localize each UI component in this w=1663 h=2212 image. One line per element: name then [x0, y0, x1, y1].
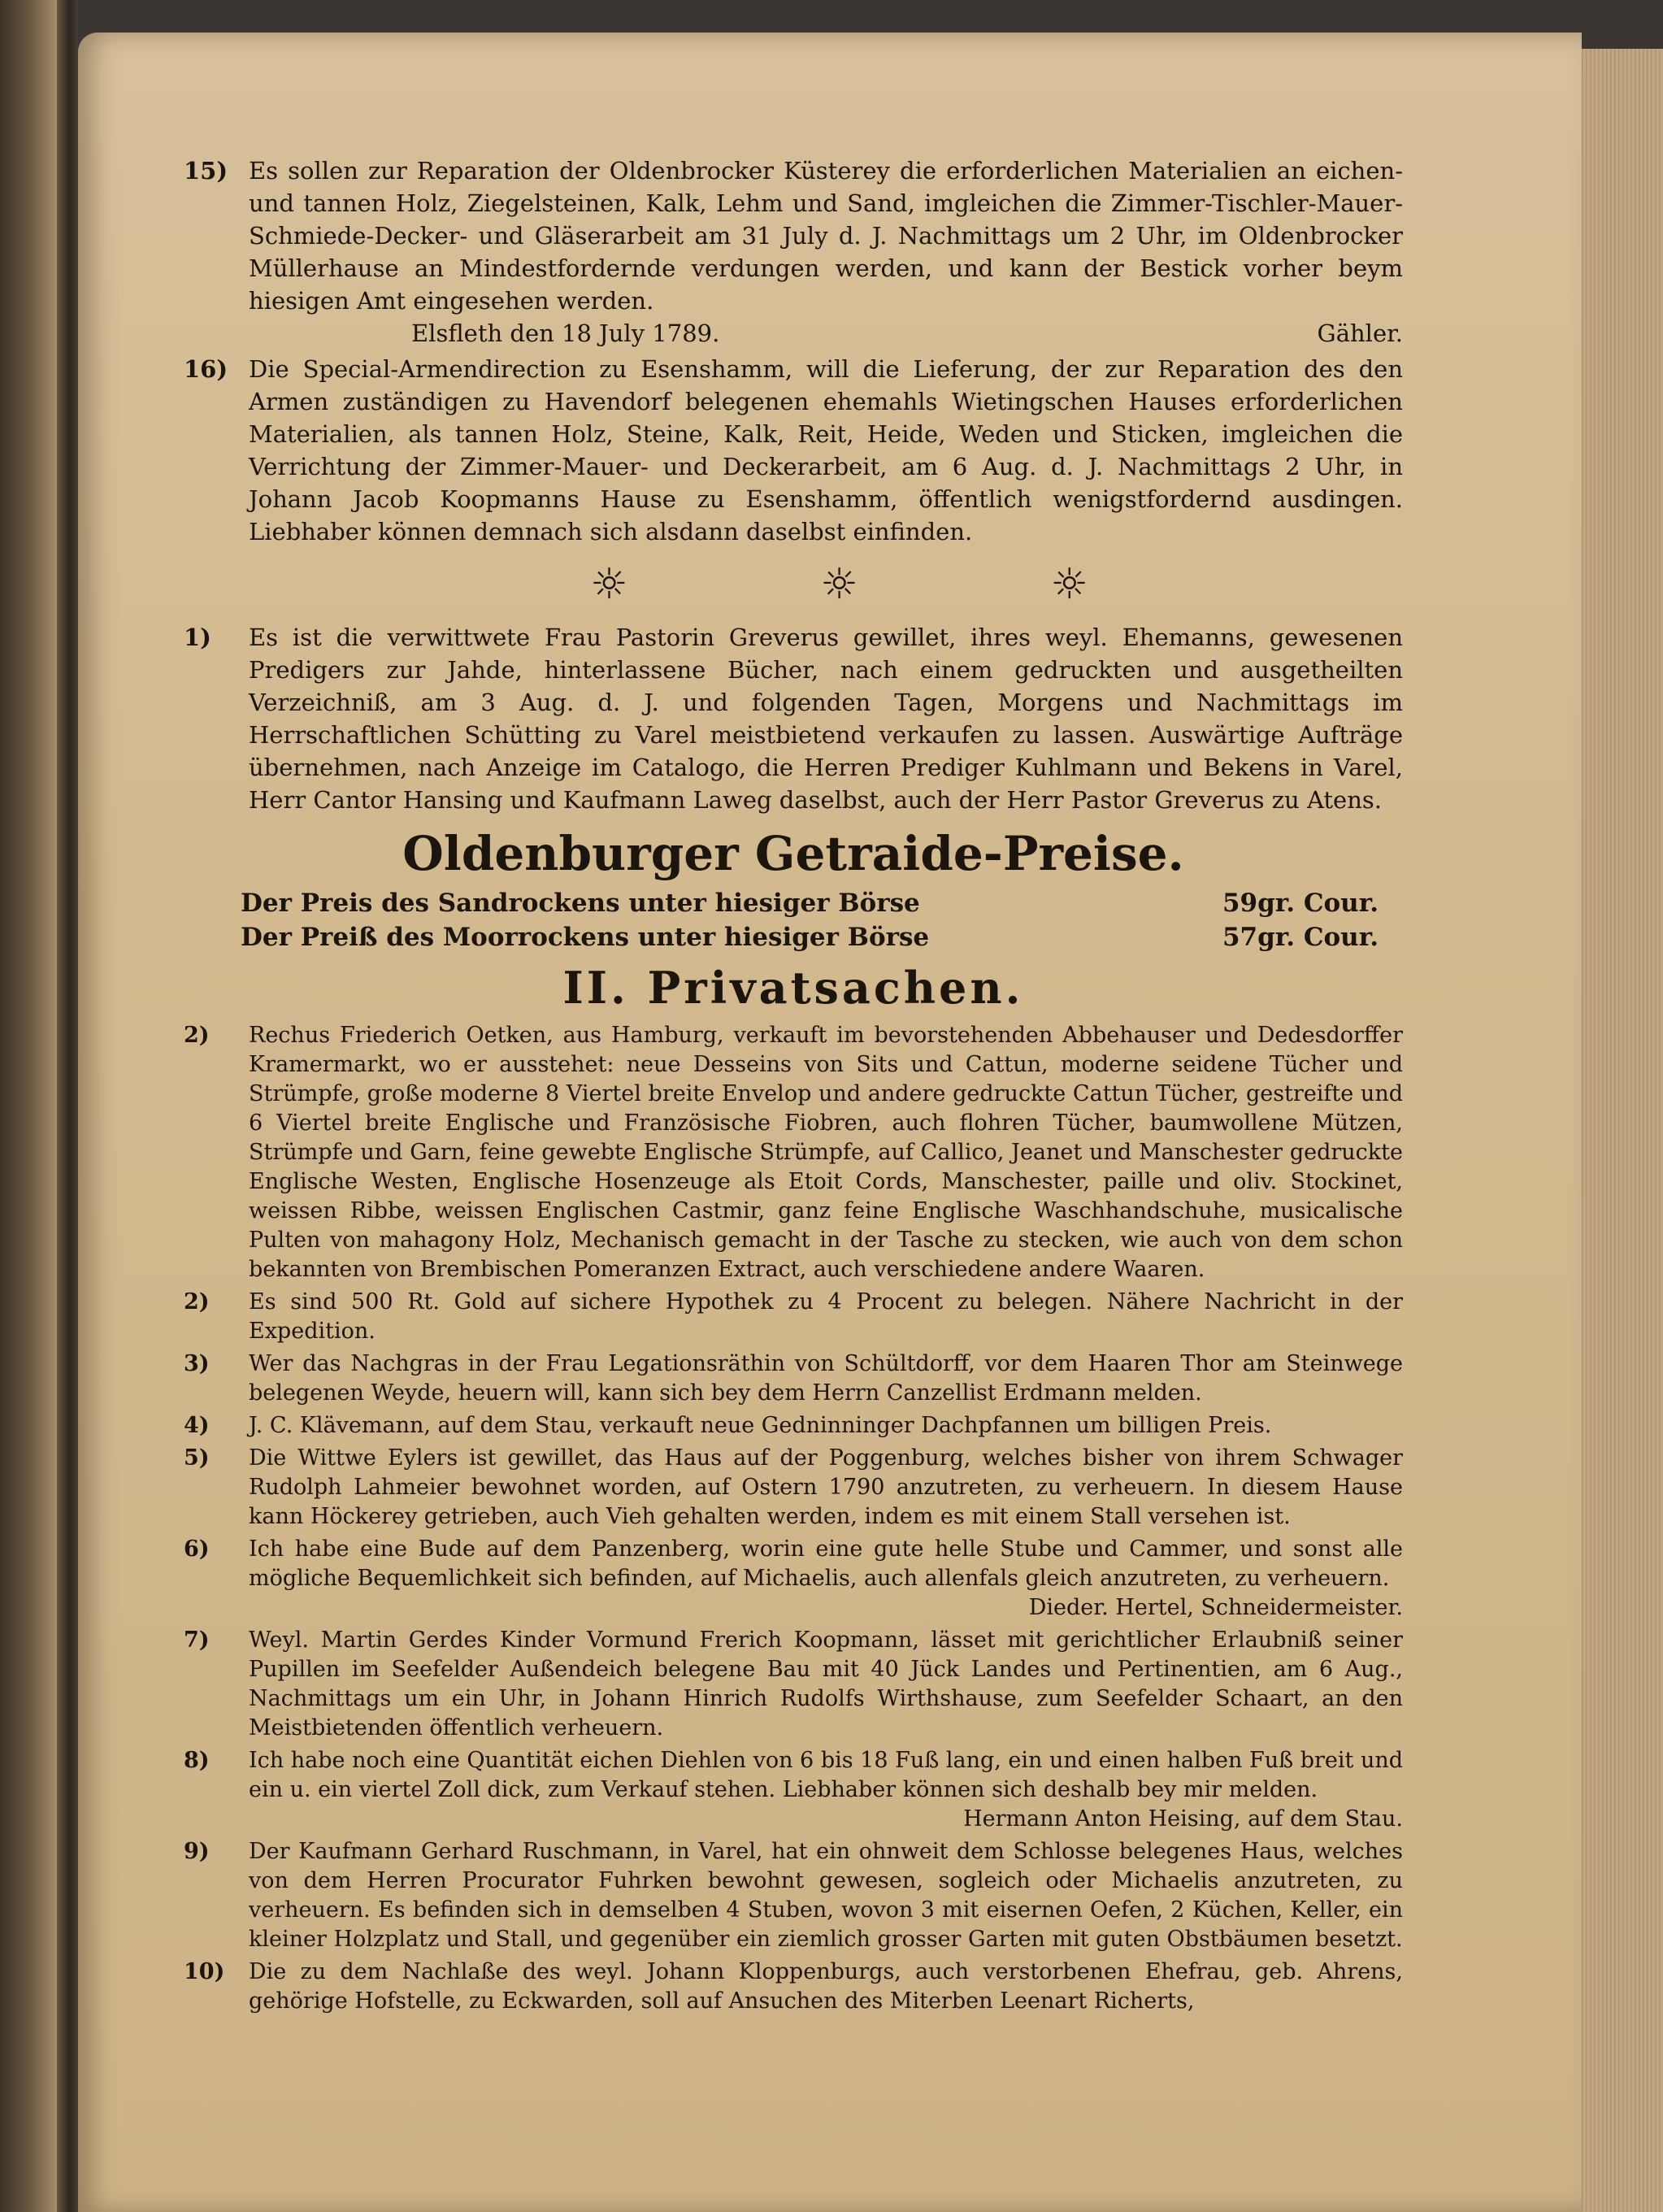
notice-text: Die Wittwe Eylers ist gewillet, das Haus auf der Poggenburg, welches bisher von ihrem Schwager Rudolph Lahmeier bewohnet worden, auf Ostern 1790 anzutreten, zu verheuern. In diesem Hause kann Höckerey getrieben, auch Vieh gehalten werden, indem es mit einem Stall versehen ist.: [249, 1445, 1403, 1529]
price-label: Der Preiß des Moorrockens unter hiesiger Börse: [241, 923, 930, 952]
price-row: [184, 920, 1403, 954]
price-row: [184, 886, 1403, 920]
notice-text: Der Kaufmann Gerhard Ruschmann, in Varel, hat ein ohnweit dem Schlosse belegenes Haus, welches von dem Herren Procurator Fuhrken bewohnt gewesen, sogleich oder Michaelis anzutreten, zu verheuern. Es befinden sich in demselben 4 Stuben, wovon 3 mit eisernen Oefen, 2 Küchen, Keller, ein kleiner Holzplatz und Stall, und gegenüber ein ziemlich grosser Garten mit guten Obstbäumen besetzt.: [249, 1839, 1403, 1952]
notice-number: 5): [184, 1445, 210, 1471]
private-notice: [184, 1837, 1403, 1954]
notice-number: 10): [184, 1959, 225, 1984]
price-value: 59gr. Cour.: [1222, 889, 1379, 918]
notice-text: Wer das Nachgras in der Frau Legationsräthin von Schültdorff, vor dem Haaren Thor am Steinwege belegenen Weyde, heuern will, kann sich bey dem Herrn Canzellist Erdmann melden.: [249, 1351, 1403, 1406]
notice-number: 6): [184, 1536, 210, 1562]
notice-number: 9): [184, 1839, 210, 1864]
private-notice: [184, 1021, 1403, 1284]
notice-number: 16): [184, 355, 228, 383]
notice-16: [184, 353, 1403, 548]
notice-text: J. C. Klävemann, auf dem Stau, verkauft neue Gedninninger Dachpfannen um billigen Preis.: [249, 1413, 1272, 1438]
signature: Dieder. Hertel, Schneidermeister.: [1028, 1595, 1403, 1620]
private-notice: [184, 1288, 1403, 1346]
private-notice: [184, 1535, 1403, 1623]
notice-text: Die zu dem Nachlaße des weyl. Johann Kloppenburgs, auch verstorbenen Ehefrau, geb. Ahrens, gehörige Hofstelle, zu Eckwarden, soll auf Ansuchen des Miterben Leenart Richerts,: [249, 1959, 1403, 2014]
notice-signature-line: [249, 317, 1403, 350]
notice-text: Rechus Friederich Oetken, aus Hamburg, verkauft im bevorstehenden Abbehauser und Dedesdorffer Kramermarkt, wo er ausstehet: neue Desseins von Sits und Cattun, moderne seidene Tücher und Strümpfe, große moderne 8 Viertel breite Envelop und andere gedruckte Cattun Tücher, gestreifte und 6 Viertel breite Englische und Französische Fiobren, auch flohren Tücher, baumwollene Mützen, Strümpfe und Garn, feine gewebte Englische Strümpfe, auf Callico, Jeanet und Manschester gedruckte Englische Westen, Englische Hosenzeuge als Etoit Cords, Manschester, paille und oliv. Stockinet, weissen Ribbe, weissen Englischen Castmir, ganz feine Englische Waschhandschuhe, musicalische Pulten von mahagony Holz, Mechanisch gemacht in der Tasche zu stecken, wie auch von dem schon bekannten von Brembischen Pomeranzen Extract, auch verschiedene andere Waaren.: [249, 1023, 1403, 1282]
private-notice: [184, 1444, 1403, 1532]
private-notice: [184, 1349, 1403, 1408]
section-separator: ☼ ☼ ☼: [590, 560, 1178, 609]
notice-number: 8): [184, 1748, 210, 1773]
private-matters-heading: II. Privatsachen.: [562, 962, 1024, 1014]
notice-number: 7): [184, 1627, 210, 1653]
book-page: [78, 33, 1582, 2212]
private-notice: [184, 1411, 1403, 1441]
notice-number: 4): [184, 1413, 210, 1438]
grain-prices-heading: Oldenburger Getraide-Preise.: [402, 826, 1184, 881]
private-notice: [184, 1958, 1403, 2016]
notice-text: Es sollen zur Reparation der Oldenbrocker Küsterey die erforderlichen Materialien an eichen- und tannen Holz, Ziegelsteinen, Kalk, Lehm und Sand, imgleichen die Zimmer-Tischler-Mauer-Schmiede-Decker- und Gläserarbeit am 31 July d. J. Nachmittags um 2 Uhr, im Oldenbrocker Müllerhause an Mindestfordernde verdungen werden, und kann der Bestick vorher beym hiesigen Amt eingesehen werden.: [249, 157, 1403, 315]
private-notice: [184, 1626, 1403, 1743]
price-label: Der Preis des Sandrockens unter hiesiger Börse: [241, 889, 920, 918]
private-notice: [184, 1746, 1403, 1834]
place-date: Elsfleth den 18 July 1789.: [411, 319, 720, 347]
notice-text: Ich habe noch eine Quantität eichen Diehlen von 6 bis 18 Fuß lang, ein und einen halben Fuß breit und ein u. ein viertel Zoll dick, zum Verkauf stehen. Liebhaber können sich deshalb bey mir melden.: [249, 1748, 1404, 1802]
notice-number: 2): [184, 1023, 210, 1048]
page-content: [184, 154, 1403, 2019]
notice-text: Weyl. Martin Gerdes Kinder Vormund Frerich Koopmann, lässet mit gerichtlicher Erlaubniß seiner Pupillen im Seefelder Außendeich belegene Bau mit 40 Jück Landes und Pertinentien, am 6 Aug., Nachmittags um ein Uhr, in Johann Hinrich Rudolfs Wirthshause, zum Seefelder Schaart, an den Meistbietenden öffentlich verheuern.: [249, 1627, 1403, 1740]
notice-auction: [184, 621, 1403, 816]
notice-text: Die Special-Armendirection zu Esenshamm, will die Lieferung, der zur Reparation des den Armen zuständigen zu Havendorf belegenen ehemahls Wietingschen Hauses erforderlichen Materialien, als tannen Holz, Steine, Kalk, Reit, Heide, Weden und Sticken, imgleichen die Verrichtung der Zimmer-Mauer- und Deckerarbeit, am 6 Aug. d. J. Nachmittags 2 Uhr, in Johann Jacob Koopmanns Hause zu Esenshamm, öffentlich wenigstfordernd ausdingen. Liebhaber können demnach sich alsdann daselbst einfinden.: [249, 355, 1403, 545]
notice-text: Es sind 500 Rt. Gold auf sichere Hypothek zu 4 Procent zu belegen. Nähere Nachricht in der Expedition.: [249, 1289, 1403, 1344]
book-gutter: [57, 0, 78, 2212]
price-value: 57gr. Cour.: [1222, 923, 1379, 952]
notice-number: 1): [184, 624, 211, 651]
notice-text: Ich habe eine Bude auf dem Panzenberg, worin eine gute helle Stube und Cammer, und sonst alle mögliche Bequemlichkeit sich befinden, auf Michaelis, auch allenfals gleich anzutreten, zu verheuern.: [249, 1536, 1403, 1591]
signature: Gähler.: [1317, 319, 1403, 347]
notice-text: Es ist die verwittwete Frau Pastorin Greverus gewillet, ihres weyl. Ehemanns, gewesenen Predigers zur Jahde, hinterlassene Bücher, nach einem gedruckten und ausgetheilten Verzeichniß, am 3 Aug. d. J. und folgenden Tagen, Morgens und Nachmittags im Herrschaftlichen Schütting zu Varel meistbietend verkaufen zu lassen. Auswärtige Aufträge übernehmen, nach Anzeige im Catalogo, die Herren Prediger Kuhlmann und Bekens in Varel, Herr Cantor Hansing und Kaufmann Laweg daselbst, auch der Herr Pastor Greverus zu Atens.: [249, 624, 1403, 814]
left-page-edge: [0, 0, 57, 2212]
notice-number: 15): [184, 157, 228, 185]
notice-number: 3): [184, 1351, 210, 1376]
notice-number: 2): [184, 1289, 210, 1315]
signature: Hermann Anton Heising, auf dem Stau.: [963, 1806, 1403, 1832]
notice-15: [184, 154, 1403, 350]
